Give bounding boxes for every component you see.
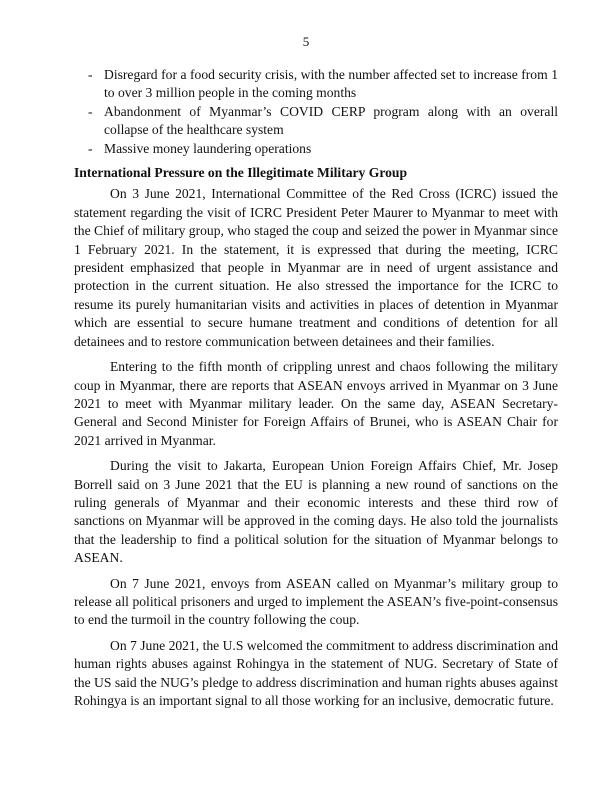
body-paragraph: Entering to the fifth month of crippling unrest and chaos following the military coup in Myanmar, there are reports that ASEAN envoys arrived in Myanmar on 3 June 2021 to meet with Myanmar military leader. On the same day, ASEAN Secretary-General and Second Minister for Foreign Affairs of Brunei, who is ASEAN Chair for 2021 arrived in Myanmar. — [74, 359, 558, 448]
page-content — [74, 66, 558, 717]
body-paragraph: On 3 June 2021, International Committee of the Red Cross (ICRC) issued the statement regarding the visit of ICRC President Peter Maurer to Myanmar to meet with the Chief of military group, who staged the coup and seized the power in Myanmar since 1 February 2021. In the statement, it is expressed that during the meeting, ICRC president emphasized that people in Myanmar are in need of urgent assistance and protection in the current situation. He also stressed the importance for the ICRC to resume its purely humanitarian visits and activities in places of detention in Myanmar which are essential to secure humane treatment and conditions of detention for all detainees and to restore communication between detainees and their families. — [74, 186, 558, 349]
body-paragraph: On 7 June 2021, envoys from ASEAN called on Myanmar’s military group to release all political prisoners and urged to implement the ASEAN’s five-point-consensus to end the turmoil in the country following the coup. — [74, 575, 558, 628]
bullet-marker: - — [88, 103, 93, 119]
page-number: 5 — [302, 34, 310, 49]
bullet-item — [74, 140, 558, 158]
body-paragraph: On 7 June 2021, the U.S welcomed the commitment to address discrimination and human rights abuses against Rohingya in the statement of NUG. Secretary of State of the US said the NUG’s pledge to address discrimination and human rights abuses against Rohingya is an important signal to all those working for an inclusive, democratic future. — [74, 637, 558, 708]
bullet-list — [74, 66, 558, 158]
section-heading: International Pressure on the Illegitimate Military Group — [74, 165, 408, 181]
bullet-item — [74, 103, 558, 140]
bullet-item — [74, 66, 558, 103]
body-paragraph: During the visit to Jakarta, European Union Foreign Affairs Chief, Mr. Josep Borrell said on 3 June 2021 that the EU is planning a new round of sanctions on the ruling generals of Myanmar and their economic interests and these third row of sanctions on Myanmar will be approved in the coming days. He also told the journalists that the leadership to find a political solution for the situation of Myanmar belongs to ASEAN. — [74, 458, 558, 566]
bullet-text: Massive money laundering operations — [104, 140, 312, 156]
bullet-text: Abandonment of Myanmar’s COVID CERP program along with an overall collapse of the healthcare system — [104, 103, 558, 138]
bullet-text: Disregard for a food security crisis, with the number affected set to increase from 1 to over 3 million people in the coming months — [104, 67, 558, 101]
bullet-marker: - — [88, 140, 93, 156]
bullet-marker: - — [88, 67, 93, 82]
